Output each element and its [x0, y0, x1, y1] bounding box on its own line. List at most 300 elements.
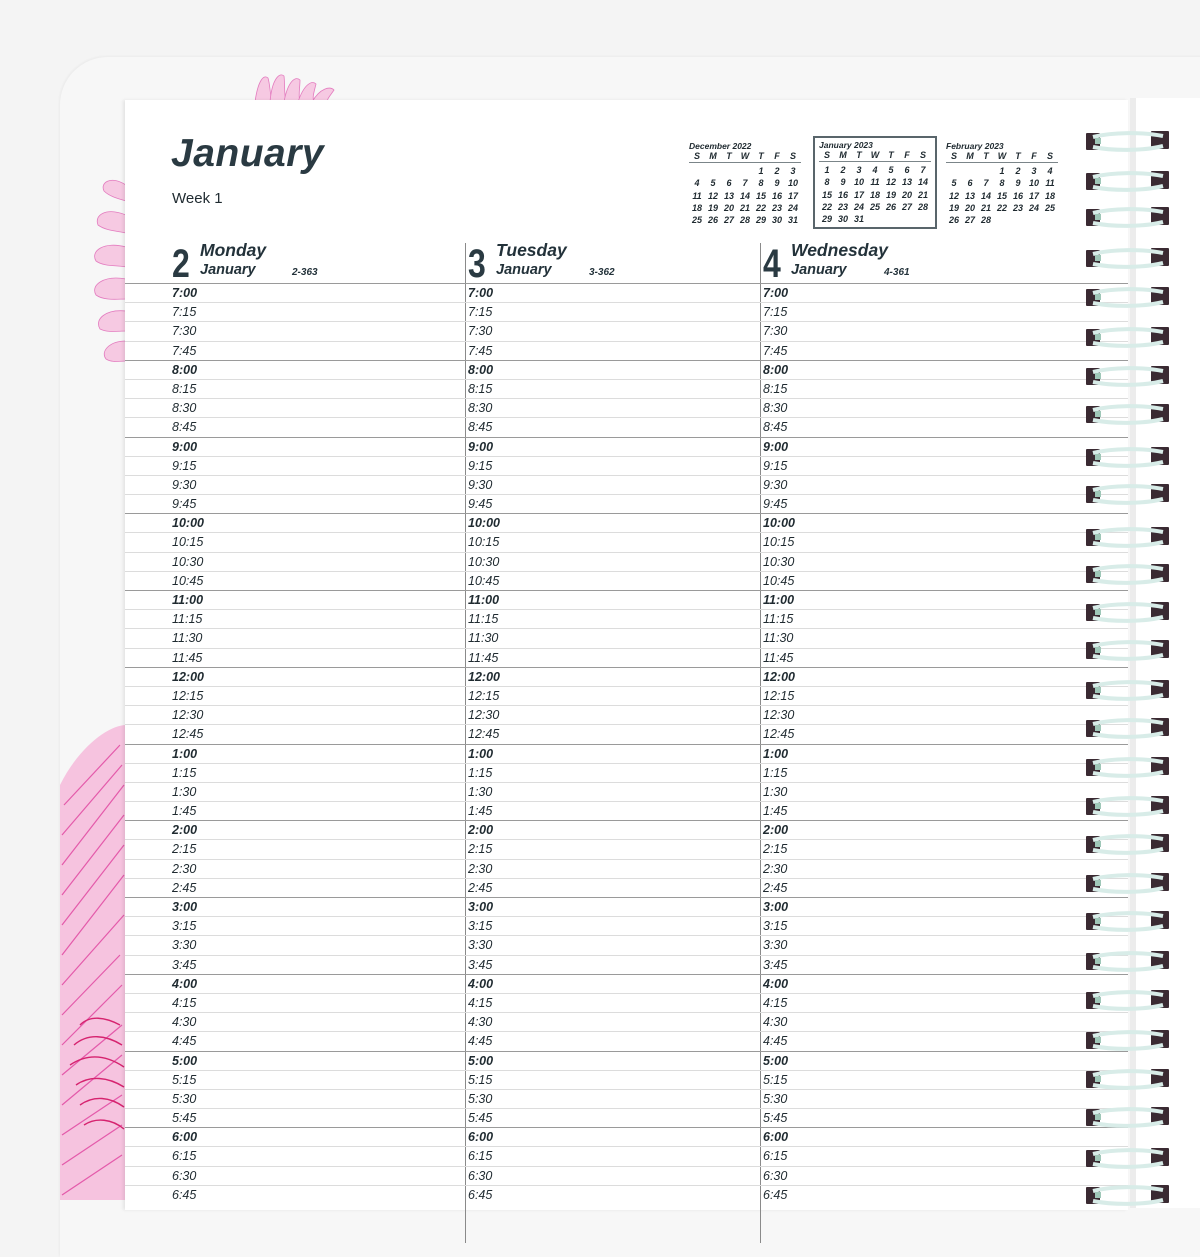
calendar-day: 14 — [980, 190, 991, 201]
time-slot-row — [125, 878, 1128, 897]
calendar-day: 2 — [1015, 166, 1021, 176]
time-slot-tuesday[interactable]: 1:15 — [468, 765, 493, 780]
calendar-day: 5 — [710, 178, 716, 189]
time-slot-monday[interactable]: 5:45 — [172, 1111, 197, 1126]
time-slot-monday[interactable]: 1:15 — [172, 765, 197, 780]
day-header-monday — [172, 238, 462, 286]
time-slot-wednesday[interactable]: 8:45 — [763, 420, 788, 435]
time-slot-row — [125, 341, 1128, 360]
calendar-day: 2 — [840, 165, 846, 175]
calendar-day: 21 — [917, 189, 928, 200]
time-slot-row — [125, 667, 1128, 686]
calendar-day: 27 — [723, 215, 734, 226]
time-slot-monday[interactable]: 9:15 — [172, 458, 197, 473]
calendar-day: 17 — [853, 189, 864, 200]
calendar-day: 12 — [948, 190, 959, 201]
calendar-day: 30 — [837, 214, 848, 225]
time-slot-monday[interactable]: 1:45 — [172, 804, 197, 819]
calendar-day: 15 — [821, 189, 832, 200]
weekday-row — [689, 151, 801, 163]
time-slot-row — [125, 935, 1128, 954]
time-slot-monday[interactable]: 7:00 — [172, 286, 198, 300]
time-slot-wednesday[interactable]: 6:00 — [763, 1130, 789, 1145]
time-slot-tuesday[interactable]: 11:30 — [468, 631, 499, 646]
day-number: 3 — [468, 242, 486, 286]
time-slot-tuesday[interactable]: 7:00 — [468, 286, 494, 300]
flower-bloom-icon — [60, 725, 126, 1200]
time-slot-tuesday[interactable]: 7:45 — [468, 343, 493, 358]
calendar-day: 18 — [691, 202, 702, 213]
time-slot-row — [125, 532, 1128, 551]
time-slot-wednesday[interactable]: 1:45 — [763, 804, 788, 819]
spiral-coil-icon — [1083, 1067, 1173, 1091]
time-slot-monday[interactable]: 5:00 — [172, 1053, 198, 1068]
time-slot-monday[interactable]: 12:15 — [172, 688, 204, 703]
calendar-day: 31 — [787, 215, 798, 226]
time-slot-tuesday[interactable]: 9:45 — [468, 497, 493, 512]
time-slot-row — [125, 628, 1128, 647]
calendar-day: 20 — [901, 189, 912, 200]
time-slot-wednesday[interactable]: 11:30 — [763, 631, 794, 646]
mini-calendar-days — [689, 165, 801, 226]
calendar-day: 29 — [821, 214, 832, 225]
spiral-coil-icon — [1083, 871, 1173, 895]
time-slot-row — [125, 379, 1128, 398]
calendar-day: 10 — [853, 177, 864, 188]
calendar-day: 13 — [901, 177, 912, 188]
mini-calendar-title: December 2022 — [689, 141, 752, 151]
time-slot-tuesday[interactable]: 3:15 — [468, 919, 493, 934]
time-slot-row — [125, 1127, 1128, 1146]
time-slot-monday[interactable]: 10:00 — [172, 516, 204, 531]
time-slot-wednesday[interactable]: 10:45 — [763, 573, 795, 588]
calendar-day: 16 — [837, 189, 848, 200]
calendar-day: 1 — [758, 166, 764, 176]
time-slot-monday[interactable]: 4:00 — [172, 976, 198, 991]
time-slot-monday[interactable]: 12:00 — [172, 669, 204, 684]
time-slot-tuesday[interactable]: 2:00 — [468, 823, 494, 838]
time-slot-monday[interactable]: 11:15 — [172, 612, 203, 627]
weekday-row — [946, 151, 1058, 163]
spiral-coil-icon — [1083, 285, 1173, 309]
time-slot-monday[interactable]: 8:30 — [172, 401, 197, 416]
calendar-day: 6 — [967, 178, 973, 189]
time-slot-row — [125, 1031, 1128, 1050]
calendar-day: 24 — [1028, 202, 1039, 213]
time-slot-wednesday[interactable]: 5:30 — [763, 1091, 788, 1106]
time-slot-tuesday[interactable]: 3:00 — [468, 900, 494, 914]
time-slot-row — [125, 955, 1128, 974]
calendar-day: 2 — [774, 166, 780, 176]
time-slot-row — [125, 744, 1128, 763]
day-of-year-count: 3-362 — [589, 267, 615, 278]
time-slot-tuesday[interactable]: 2:45 — [468, 880, 493, 895]
calendar-day: 7 — [920, 165, 926, 175]
time-slot-wednesday[interactable]: 2:00 — [763, 823, 789, 838]
time-slot-tuesday[interactable]: 12:45 — [468, 727, 500, 742]
time-slot-tuesday[interactable]: 1:30 — [468, 784, 493, 799]
calendar-day: 6 — [904, 165, 910, 175]
time-slot-monday[interactable]: 6:45 — [172, 1187, 197, 1202]
time-slot-tuesday[interactable]: 4:45 — [468, 1034, 493, 1049]
time-slot-monday[interactable]: 2:45 — [172, 880, 197, 895]
mini-calendar-title: February 2023 — [946, 141, 1004, 151]
time-slot-monday[interactable]: 4:15 — [172, 995, 197, 1010]
calendar-day: 30 — [771, 215, 782, 226]
weekday: F — [904, 150, 910, 160]
time-slot-wednesday[interactable]: 12:30 — [763, 708, 795, 723]
calendar-day: 9 — [840, 177, 846, 188]
time-slot-tuesday[interactable]: 4:15 — [468, 995, 493, 1010]
day-name: Monday — [200, 240, 267, 260]
day-header-wednesday — [763, 238, 1063, 286]
time-slot-tuesday[interactable]: 12:30 — [468, 708, 500, 723]
time-slot-monday[interactable]: 11:30 — [172, 631, 203, 646]
time-slot-row — [125, 590, 1128, 609]
time-slot-wednesday[interactable]: 2:45 — [763, 880, 788, 895]
calendar-day: 22 — [996, 202, 1007, 213]
time-slot-wednesday[interactable]: 2:30 — [763, 861, 788, 876]
calendar-day: 22 — [755, 202, 766, 213]
calendar-day: 24 — [787, 202, 798, 213]
time-slot-wednesday[interactable]: 12:45 — [763, 727, 795, 742]
calendar-day: 8 — [758, 178, 764, 189]
time-slot-wednesday[interactable]: 4:30 — [763, 1015, 788, 1030]
time-slot-monday[interactable]: 2:15 — [172, 842, 197, 857]
time-slot-wednesday[interactable]: 5:45 — [763, 1111, 788, 1126]
time-slot-row — [125, 321, 1128, 340]
calendar-day: 8 — [824, 177, 830, 188]
spiral-coil-icon — [1083, 716, 1173, 740]
time-slot-row — [125, 609, 1128, 628]
day-month: January — [496, 262, 552, 278]
day-of-year-count: 2-363 — [292, 267, 318, 278]
time-slot-monday[interactable]: 4:45 — [172, 1034, 197, 1049]
time-slot-wednesday[interactable]: 6:15 — [763, 1149, 788, 1164]
time-slot-tuesday[interactable]: 7:15 — [468, 305, 493, 320]
time-slot-monday[interactable]: 3:15 — [172, 919, 197, 934]
calendar-day: 8 — [999, 178, 1005, 189]
time-slot-wednesday[interactable]: 8:00 — [763, 362, 789, 377]
calendar-day: 19 — [948, 202, 959, 213]
time-slot-row — [125, 302, 1128, 321]
day-name: Wednesday — [791, 240, 888, 260]
calendar-day: 9 — [1015, 178, 1021, 189]
time-slot-monday[interactable]: 3:45 — [172, 957, 197, 972]
time-slot-row — [125, 437, 1128, 456]
calendar-day: 23 — [771, 202, 782, 213]
time-slot-wednesday[interactable]: 5:00 — [763, 1053, 789, 1068]
calendar-day: 19 — [885, 189, 896, 200]
weekday: T — [888, 150, 894, 160]
time-slot-monday[interactable]: 6:00 — [172, 1130, 198, 1145]
time-slot-tuesday[interactable]: 8:30 — [468, 401, 493, 416]
time-slot-row — [125, 705, 1128, 724]
time-slot-wednesday[interactable]: 7:15 — [763, 305, 788, 320]
calendar-day: 9 — [774, 178, 780, 189]
time-slot-tuesday[interactable]: 6:45 — [468, 1187, 493, 1202]
calendar-day: 18 — [869, 189, 880, 200]
time-slot-tuesday[interactable]: 11:15 — [468, 612, 499, 627]
time-slot-tuesday[interactable]: 5:30 — [468, 1091, 493, 1106]
calendar-day: 17 — [1028, 190, 1039, 201]
spiral-coil-icon — [1083, 445, 1173, 469]
time-slot-monday[interactable]: 8:15 — [172, 381, 197, 396]
time-slot-tuesday[interactable]: 3:45 — [468, 957, 493, 972]
calendar-day: 29 — [755, 215, 766, 226]
weekday: S — [823, 150, 830, 160]
calendar-day: 1 — [824, 165, 830, 175]
time-slot-row — [125, 552, 1128, 571]
time-slot-tuesday[interactable]: 4:00 — [468, 976, 494, 991]
weekday: S — [693, 151, 700, 161]
time-slot-tuesday[interactable]: 5:00 — [468, 1053, 494, 1068]
time-slot-wednesday[interactable]: 8:15 — [763, 381, 788, 396]
time-slot-tuesday[interactable]: 5:45 — [468, 1111, 493, 1126]
spiral-coil-icon — [1083, 678, 1173, 702]
time-slot-wednesday[interactable]: 5:15 — [763, 1072, 788, 1087]
calendar-day: 31 — [853, 214, 864, 225]
time-slot-tuesday[interactable]: 9:30 — [468, 477, 493, 492]
time-slot-monday[interactable]: 7:45 — [172, 343, 197, 358]
time-slot-tuesday[interactable]: 12:15 — [468, 688, 500, 703]
time-slot-row — [125, 1012, 1128, 1031]
time-slot-tuesday[interactable]: 8:00 — [468, 362, 494, 377]
time-slot-monday[interactable]: 12:45 — [172, 727, 204, 742]
time-slot-wednesday[interactable]: 2:15 — [763, 842, 788, 857]
time-slot-tuesday[interactable]: 2:30 — [468, 861, 493, 876]
time-slot-wednesday[interactable]: 10:00 — [763, 516, 795, 531]
time-slot-tuesday[interactable]: 6:00 — [468, 1130, 494, 1145]
calendar-day: 4 — [1047, 166, 1053, 176]
time-slot-wednesday[interactable]: 11:45 — [763, 650, 794, 665]
time-slot-monday[interactable]: 2:00 — [172, 823, 198, 838]
time-slot-tuesday[interactable]: 11:00 — [468, 593, 500, 607]
time-slot-tuesday[interactable]: 1:45 — [468, 804, 493, 819]
weekday: T — [1015, 151, 1021, 161]
spiral-coil-icon — [1083, 1183, 1173, 1207]
calendar-day: 27 — [964, 215, 975, 226]
calendar-day: 5 — [888, 165, 894, 175]
time-slot-wednesday[interactable]: 10:15 — [763, 535, 795, 550]
calendar-day: 3 — [1031, 166, 1037, 176]
calendar-day: 16 — [771, 190, 782, 201]
time-slot-tuesday[interactable]: 6:30 — [468, 1168, 493, 1183]
time-slot-wednesday[interactable]: 1:15 — [763, 765, 788, 780]
time-slot-monday[interactable]: 3:30 — [172, 938, 197, 953]
time-slot-monday[interactable]: 2:30 — [172, 861, 197, 876]
time-slot-tuesday[interactable]: 9:15 — [468, 458, 493, 473]
time-slot-wednesday[interactable]: 9:30 — [763, 477, 788, 492]
time-slot-row — [125, 974, 1128, 993]
weekday: W — [997, 151, 1007, 161]
calendar-day: 14 — [739, 190, 750, 201]
mini-calendar-days — [819, 164, 931, 225]
time-slot-wednesday[interactable]: 11:15 — [763, 612, 794, 627]
time-slot-wednesday[interactable]: 12:00 — [763, 669, 795, 684]
time-slot-monday[interactable]: 4:30 — [172, 1015, 197, 1030]
time-slot-row — [125, 571, 1128, 590]
day-number: 4 — [763, 242, 781, 286]
calendar-day: 7 — [983, 178, 989, 189]
time-slot-wednesday[interactable]: 3:45 — [763, 957, 788, 972]
time-slot-wednesday[interactable]: 4:00 — [763, 976, 789, 991]
spiral-coil-icon — [1083, 755, 1173, 779]
time-slot-row — [125, 916, 1128, 935]
weekday: S — [1046, 151, 1053, 161]
time-slot-wednesday[interactable]: 12:15 — [763, 688, 795, 703]
time-slot-wednesday[interactable]: 9:00 — [763, 439, 789, 454]
time-slot-row — [125, 1146, 1128, 1165]
time-slot-tuesday[interactable]: 6:15 — [468, 1149, 493, 1164]
spiral-coil-icon — [1083, 402, 1173, 426]
spiral-coil-icon — [1083, 562, 1173, 586]
time-slot-row — [125, 513, 1128, 532]
time-slot-monday[interactable]: 10:30 — [172, 554, 204, 569]
spiral-coil-icon — [1083, 482, 1173, 506]
flower-decoration-icon — [250, 70, 350, 102]
calendar-day: 21 — [739, 202, 750, 213]
time-slot-row — [125, 360, 1128, 379]
spiral-coil-icon — [1083, 600, 1173, 624]
time-slot-tuesday[interactable]: 1:00 — [468, 746, 494, 761]
time-slot-row — [125, 1089, 1128, 1108]
time-slot-tuesday[interactable]: 9:00 — [468, 439, 494, 454]
calendar-day: 25 — [691, 215, 702, 226]
time-slot-wednesday[interactable]: 3:15 — [763, 919, 788, 934]
calendar-day: 28 — [980, 215, 991, 226]
time-slot-wednesday[interactable]: 6:30 — [763, 1168, 788, 1183]
calendar-day — [721, 165, 737, 177]
time-slot-wednesday[interactable]: 4:15 — [763, 995, 788, 1010]
spiral-coil-icon — [1083, 949, 1173, 973]
time-slot-row — [125, 801, 1128, 820]
calendar-day: 11 — [1045, 178, 1055, 189]
spiral-coil-icon — [1083, 832, 1173, 856]
time-slot-monday[interactable]: 10:45 — [172, 573, 204, 588]
time-slot-monday[interactable]: 11:00 — [172, 593, 204, 607]
time-slot-monday[interactable]: 7:30 — [172, 324, 197, 339]
time-slot-wednesday[interactable]: 11:00 — [763, 593, 795, 607]
weekday: T — [726, 151, 732, 161]
time-slot-wednesday[interactable]: 9:45 — [763, 497, 788, 512]
calendar-day: 17 — [787, 190, 798, 201]
weekday: S — [789, 151, 796, 161]
time-slot-wednesday[interactable]: 6:45 — [763, 1187, 788, 1202]
time-slot-wednesday[interactable]: 1:30 — [763, 784, 788, 799]
weekday: W — [870, 150, 880, 160]
time-slot-tuesday[interactable]: 10:30 — [468, 554, 500, 569]
time-slot-tuesday[interactable]: 8:15 — [468, 381, 493, 396]
day-month: January — [200, 262, 256, 278]
time-slot-wednesday[interactable]: 7:30 — [763, 324, 788, 339]
time-slot-monday[interactable]: 5:30 — [172, 1091, 197, 1106]
calendar-day: 12 — [885, 177, 896, 188]
calendar-day: 20 — [723, 202, 734, 213]
time-slot-monday[interactable]: 9:30 — [172, 477, 197, 492]
time-slot-row — [125, 417, 1128, 436]
calendar-day: 23 — [837, 201, 848, 212]
time-slot-monday[interactable]: 9:45 — [172, 497, 197, 512]
time-slot-monday[interactable]: 11:45 — [172, 650, 203, 665]
calendar-day: 1 — [999, 166, 1005, 176]
time-slot-tuesday[interactable]: 10:00 — [468, 516, 500, 531]
time-slot-tuesday[interactable]: 8:45 — [468, 420, 493, 435]
time-slot-monday[interactable]: 8:45 — [172, 420, 197, 435]
mini-calendar-title: January 2023 — [819, 140, 873, 150]
time-slot-wednesday[interactable]: 4:45 — [763, 1034, 788, 1049]
time-slot-tuesday[interactable]: 10:15 — [468, 535, 500, 550]
time-slot-tuesday[interactable]: 2:15 — [468, 842, 493, 857]
time-slot-monday[interactable]: 6:30 — [172, 1168, 197, 1183]
spiral-coil-icon — [1083, 129, 1173, 153]
time-slot-wednesday[interactable]: 3:30 — [763, 938, 788, 953]
spiral-coil-icon — [1083, 794, 1173, 818]
calendar-day — [962, 165, 978, 177]
time-slot-row — [125, 993, 1128, 1012]
time-slot-row — [125, 782, 1128, 801]
time-slot-wednesday[interactable]: 7:00 — [763, 286, 789, 300]
mini-calendar-days — [946, 165, 1058, 226]
time-slot-tuesday[interactable]: 7:30 — [468, 324, 493, 339]
time-slot-tuesday[interactable]: 3:30 — [468, 938, 493, 953]
calendar-day: 12 — [707, 190, 718, 201]
time-slot-row — [125, 897, 1128, 916]
calendar-day: 16 — [1012, 190, 1023, 201]
time-slot-tuesday[interactable]: 11:45 — [468, 650, 499, 665]
time-slot-monday[interactable]: 6:15 — [172, 1149, 197, 1164]
time-slot-monday[interactable]: 7:15 — [172, 305, 197, 320]
time-slot-tuesday[interactable]: 4:30 — [468, 1015, 493, 1030]
calendar-day: 13 — [723, 190, 734, 201]
time-slot-tuesday[interactable]: 10:45 — [468, 573, 500, 588]
calendar-day: 15 — [755, 190, 766, 201]
time-slot-monday[interactable]: 1:00 — [172, 746, 198, 761]
time-slot-tuesday[interactable]: 12:00 — [468, 669, 500, 684]
spiral-coil-icon — [1083, 1146, 1173, 1170]
time-slot-wednesday[interactable]: 7:45 — [763, 343, 788, 358]
time-slot-wednesday[interactable]: 1:00 — [763, 746, 789, 761]
time-slot-wednesday[interactable]: 8:30 — [763, 401, 788, 416]
time-slot-row — [125, 456, 1128, 475]
time-slot-monday[interactable]: 3:00 — [172, 900, 198, 914]
time-slot-monday[interactable]: 12:30 — [172, 708, 204, 723]
calendar-day: 21 — [980, 202, 991, 213]
time-slot-monday[interactable]: 5:15 — [172, 1072, 197, 1087]
spiral-coil-icon — [1083, 205, 1173, 229]
time-slot-monday[interactable]: 9:00 — [172, 439, 198, 454]
time-slot-monday[interactable]: 10:15 — [172, 535, 204, 550]
time-slot-wednesday[interactable]: 9:15 — [763, 458, 788, 473]
time-slot-wednesday[interactable]: 3:00 — [763, 900, 789, 914]
time-slot-monday[interactable]: 1:30 — [172, 784, 197, 799]
spiral-coil-icon — [1083, 909, 1173, 933]
calendar-day — [689, 165, 705, 177]
calendar-day: 11 — [692, 190, 702, 201]
time-slot-monday[interactable]: 8:00 — [172, 362, 198, 377]
time-slot-row — [125, 475, 1128, 494]
mini-calendar-january-2023 — [813, 136, 937, 229]
day-number: 2 — [172, 242, 190, 286]
calendar-day: 26 — [948, 215, 959, 226]
weekday: S — [919, 150, 926, 160]
time-slot-wednesday[interactable]: 10:30 — [763, 554, 795, 569]
calendar-day: 6 — [726, 178, 732, 189]
time-slot-tuesday[interactable]: 5:15 — [468, 1072, 493, 1087]
calendar-day: 13 — [964, 190, 975, 201]
week-label: Week 1 — [172, 190, 223, 207]
calendar-day — [946, 165, 962, 177]
